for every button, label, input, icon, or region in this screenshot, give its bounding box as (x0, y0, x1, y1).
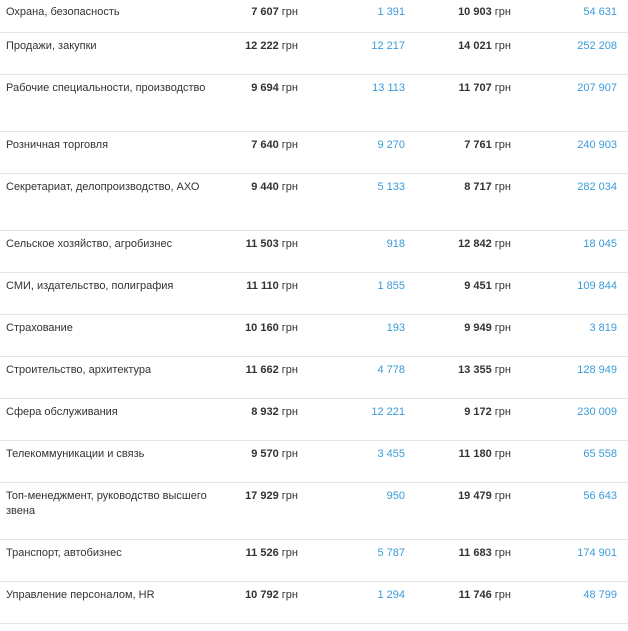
salary-previous: 13 355 грн (458, 364, 511, 376)
resume-count-link[interactable]: 54 631 (583, 6, 617, 18)
table-row (0, 357, 628, 399)
resume-count-link[interactable]: 56 643 (583, 490, 617, 502)
category-name: Рабочие специальности, производство (6, 82, 206, 94)
vacancy-count-link[interactable]: 950 (386, 490, 405, 502)
salary-current: 9 694 грн (251, 82, 298, 94)
resume-count-link[interactable]: 240 903 (577, 139, 617, 151)
salary-current: 17 929 грн (245, 490, 298, 502)
resume-count-link[interactable]: 207 907 (577, 82, 617, 94)
salary-previous: 7 761 грн (464, 139, 511, 151)
salary-current: 8 932 грн (251, 406, 298, 418)
salary-current: 7 607 грн (251, 6, 298, 18)
salary-previous: 19 479 грн (458, 490, 511, 502)
table-row (0, 441, 628, 483)
category-name: Секретариат, делопроизводство, АХО (6, 181, 200, 193)
vacancy-count-link[interactable]: 13 113 (372, 82, 405, 94)
resume-count-link[interactable]: 18 045 (583, 238, 617, 250)
resume-count-link[interactable]: 3 819 (589, 322, 617, 334)
category-name: Розничная торговля (6, 139, 109, 151)
resume-count-link[interactable]: 48 799 (583, 589, 617, 601)
vacancy-count-link[interactable]: 4 778 (377, 364, 405, 376)
resume-count-link[interactable]: 230 009 (577, 406, 617, 418)
vacancy-count-link[interactable]: 5 133 (377, 181, 405, 193)
salary-current: 9 440 грн (251, 181, 298, 193)
salary-previous: 12 842 грн (458, 238, 511, 250)
salary-current: 10 160 грн (245, 322, 298, 334)
resume-count-link[interactable]: 174 901 (577, 547, 617, 559)
category-name: Охрана, безопасность (6, 6, 120, 18)
category-name: СМИ, издательство, полиграфия (6, 280, 174, 292)
salary-current: 9 570 грн (251, 448, 298, 460)
table-row (0, 315, 628, 357)
category-name: Продажи, закупки (6, 40, 97, 52)
salary-current: 7 640 грн (251, 139, 298, 151)
vacancy-count-link[interactable]: 1 855 (377, 280, 405, 292)
category-name: Транспорт, автобизнес (6, 547, 122, 559)
vacancy-count-link[interactable]: 5 787 (377, 547, 405, 559)
salary-current: 12 222 грн (245, 40, 298, 52)
table-row (0, 174, 628, 231)
table-row (0, 273, 628, 315)
table-row (0, 540, 628, 582)
category-name: Телекоммуникации и связь (6, 448, 145, 460)
resume-count-link[interactable]: 252 208 (577, 40, 617, 52)
salary-previous: 9 949 грн (464, 322, 511, 334)
salary-previous: 14 021 грн (458, 40, 511, 52)
table-row (0, 75, 628, 132)
category-name: Сельское хозяйство, агробизнес (6, 238, 173, 250)
salary-current: 11 110 грн (246, 280, 298, 292)
category-name: Строительство, архитектура (6, 364, 152, 376)
table-row (0, 132, 628, 174)
vacancy-count-link[interactable]: 9 270 (377, 139, 405, 151)
category-name: Управление персоналом, HR (6, 589, 155, 601)
vacancy-count-link[interactable]: 918 (386, 238, 405, 250)
vacancy-count-link[interactable]: 1 391 (377, 6, 405, 18)
salary-current: 11 503 грн (245, 238, 298, 250)
category-name: Страхование (6, 322, 73, 334)
salary-previous: 8 717 грн (464, 181, 511, 193)
table-row (0, 399, 628, 441)
salary-current: 11 526 грн (245, 547, 298, 559)
salary-current: 10 792 грн (245, 589, 298, 601)
category-name: Сфера обслуживания (6, 406, 118, 418)
vacancy-count-link[interactable]: 12 217 (371, 40, 405, 52)
table-row (0, 0, 628, 33)
vacancy-count-link[interactable]: 193 (386, 322, 405, 334)
salary-previous: 10 903 грн (458, 6, 511, 18)
salary-previous: 9 451 грн (464, 280, 511, 292)
category-name: Топ-менеджмент, руководство высшего звена (6, 490, 207, 517)
resume-count-link[interactable]: 109 844 (577, 280, 617, 292)
salary-previous: 11 746 грн (458, 589, 511, 601)
resume-count-link[interactable]: 282 034 (577, 181, 617, 193)
vacancy-count-link[interactable]: 3 455 (377, 448, 405, 460)
vacancy-count-link[interactable]: 1 294 (377, 589, 405, 601)
table-row (0, 231, 628, 273)
table-row (0, 483, 628, 540)
resume-count-link[interactable]: 65 558 (583, 448, 617, 460)
salary-current: 11 662 грн (245, 364, 298, 376)
salary-previous: 11 180 грн (458, 448, 511, 460)
table-row (0, 582, 628, 624)
salary-previous: 11 707 грн (458, 82, 511, 94)
table-row (0, 33, 628, 75)
salary-previous: 9 172 грн (464, 406, 511, 418)
resume-count-link[interactable]: 128 949 (577, 364, 617, 376)
salary-previous: 11 683 грн (458, 547, 511, 559)
vacancy-count-link[interactable]: 12 221 (371, 406, 405, 418)
